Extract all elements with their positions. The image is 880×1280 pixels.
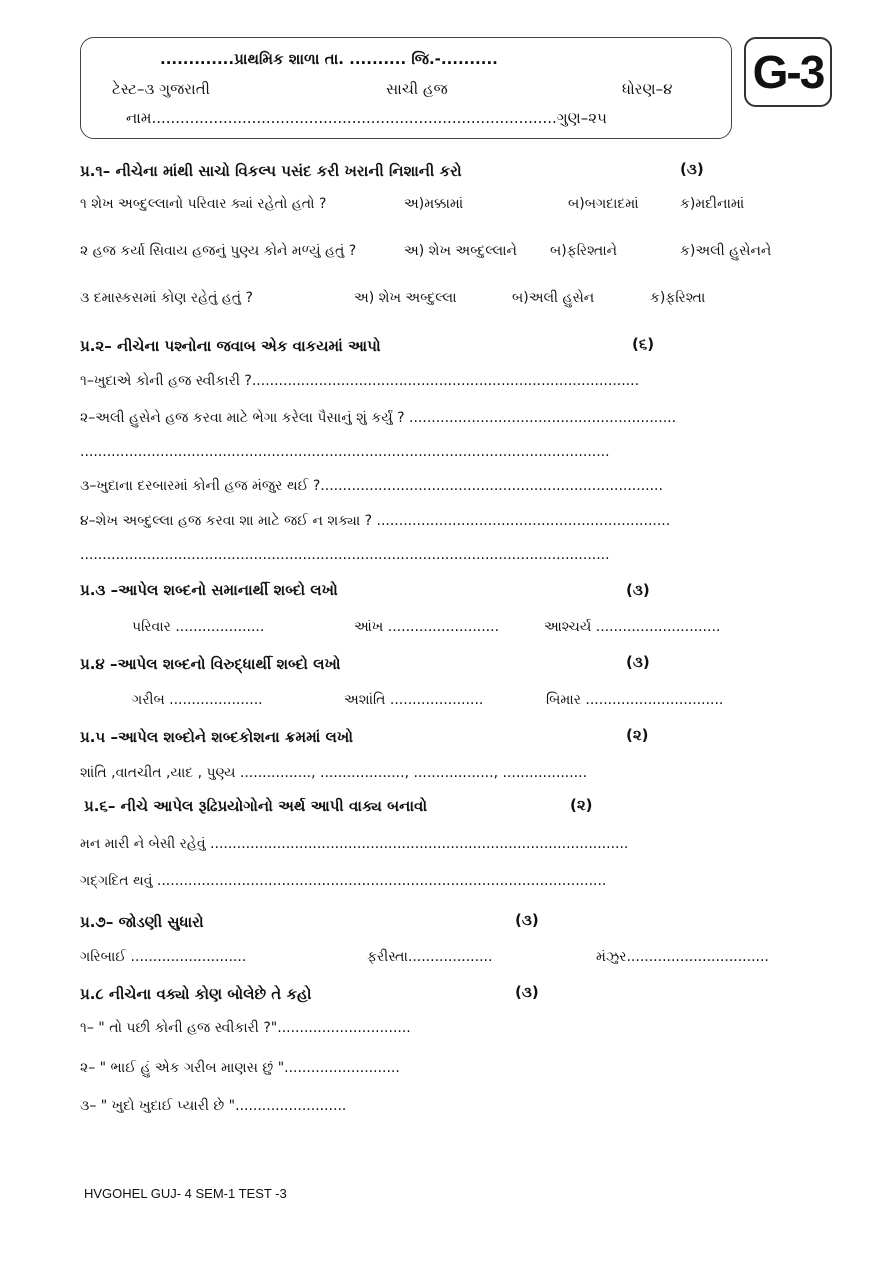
q4-word-3: બિમાર ............................... [546, 692, 724, 708]
q8-item-1: ૧– " તો પછી કોની હજ સ્વીકારી ?".............................. [80, 1020, 411, 1036]
q3-word-1: પરિવાર .................... [132, 619, 265, 635]
q1-item-1-option-c: ક)મદીનામાં [680, 196, 745, 212]
q4-marks: (૩) [626, 653, 650, 671]
q1-marks: (૩) [680, 160, 704, 178]
q5-marks: (૨) [626, 726, 649, 744]
q7-word-3: મંઝુર................................ [596, 949, 769, 965]
q4-word-2: અશાંતિ ..................... [344, 692, 484, 708]
q1-item-2-option-a: અ) શેખ અબ્દુલ્લાને [404, 243, 517, 259]
q1-item-1-question: ૧ શેખ અબ્દુલ્લાનો પરિવાર ક્યાં રહેતો હતો ? [80, 196, 327, 212]
q2-marks: (૬) [632, 335, 655, 353]
q2-item-1: ૧–ખુદાએ કોની હજ સ્વીકારી ?....................................................................................... [80, 373, 640, 389]
q1-item-1-option-a: અ)મક્કામાં [404, 196, 464, 212]
q3-word-3: આશ્ચર્ય ............................ [544, 619, 721, 635]
q1-item-2-option-b: બ)ફરિશ્તાને [550, 243, 618, 259]
q4-title: પ્ર.૪ –આપેલ શબ્દનો વિરુદ્ધાર્થી શબ્દો લખો [80, 655, 341, 673]
q8-item-2: ૨– " ભાઈ હું એક ગરીબ માણસ છું ".......................... [80, 1060, 400, 1076]
q7-word-1: ગરિબાઈ .......................... [80, 949, 247, 965]
test-label: ટેસ્ટ–૩ ગુજરાતી [112, 80, 210, 98]
q2-item-4: ૪–શેખ અબ્દુલ્લા હજ કરવા શા માટે જઈ ન શક્યા ? .................................................................. [80, 513, 671, 529]
q2-title: પ્ર.૨– નીચેના પશ્નોના જવાબ એક વાકયમાં આપો [80, 337, 381, 355]
q7-word-2: ફરીસ્તા................... [367, 949, 493, 965]
q1-item-3-option-b: બ)અલી હુસેન [512, 290, 595, 306]
q1-item-3-question: ૩ દમાસ્કસમાં કોણ રહેતું હતું ? [80, 290, 253, 306]
q7-marks: (૩) [515, 911, 539, 929]
q3-word-2: આંખ ......................... [354, 619, 500, 635]
q5-title: પ્ર.૫ –આપેલ શબ્દોને શબ્દકોશના ક્રમમાં લખો [80, 728, 353, 746]
lesson-title: સાચી હજ [386, 80, 448, 98]
q1-title: પ્ર.૧– નીચેના માંથી સાચો વિકલ્પ પસંદ કરી ખરાની નિશાની કરો [80, 162, 462, 180]
q8-title: પ્ર.૮ નીચેના વક્યો કોણ બોલેછે તે કહો [80, 985, 312, 1003]
q1-item-3-option-a: અ) શેખ અબ્દુલ્લા [354, 290, 457, 306]
q6-title: પ્ર.૬– નીચે આપેલ રૂઢિપ્રયોગોનો અર્થ આપી વાક્ય બનાવો [84, 797, 428, 815]
q2-item-3: ૩–ખુદાના દરબારમાં કોની હજ મંજુર થઈ ?............................................................................. [80, 478, 663, 494]
grade-label: ધોરણ–૪ [622, 80, 673, 98]
q8-marks: (૩) [515, 983, 539, 1001]
q3-title: પ્ર.૩ –આપેલ શબ્દનો સમાનાર્થી શબ્દો લખો [80, 581, 338, 599]
q2-item-2: ૨–અલી હુસેને હજ કરવા માટે ભેગા કરેલા પૈસાનું શું કર્યું ? ............................................................ [80, 410, 677, 426]
q1-item-2-option-c: ક)અલી હુસેનને [680, 243, 772, 259]
q1-item-3-option-c: ક)ફરિશ્તા [650, 290, 706, 306]
q2-answer-line-2: ....................................................................................................................... [80, 444, 610, 460]
q6-item-2: ગદ્ગદિત થવું ..................................................................................................... [80, 873, 607, 889]
q6-item-1: મન મારી ને બેસી રહેવું .............................................................................................. [80, 836, 629, 852]
footer-code: HVGOHEL GUJ- 4 SEM-1 TEST -3 [84, 1186, 287, 1201]
q5-words-line: શાંતિ ,વાતચીત ,યાદ , પુણ્ય ................, ..................., .................., ................... [80, 765, 588, 781]
q7-title: પ્ર.૭– જોડણી સુધારો [80, 913, 204, 931]
q8-item-3: ૩– " ખુદો ખુદાઈ પ્યારી છે "......................... [80, 1098, 347, 1114]
q1-item-2-question: ૨ હજ કર્યા સિવાય હજનું પુણ્ય કોને મળ્યું હતું ? [80, 243, 357, 259]
q4-word-1: ગરીબ ..................... [132, 692, 263, 708]
q1-item-1-option-b: બ)બગદાદમાં [568, 196, 639, 212]
test-badge [744, 37, 832, 107]
school-line: .............પ્રાથમિક શાળા તા. .......... જિ.-.......... [160, 50, 498, 68]
q2-answer-line-4: ....................................................................................................................... [80, 547, 610, 563]
badge-label: G-3 [752, 46, 824, 98]
name-marks-line: નામ.....................................................................................ગુણ–૨૫ [126, 109, 607, 127]
q6-marks: (૨) [570, 796, 593, 814]
q3-marks: (૩) [626, 581, 650, 599]
